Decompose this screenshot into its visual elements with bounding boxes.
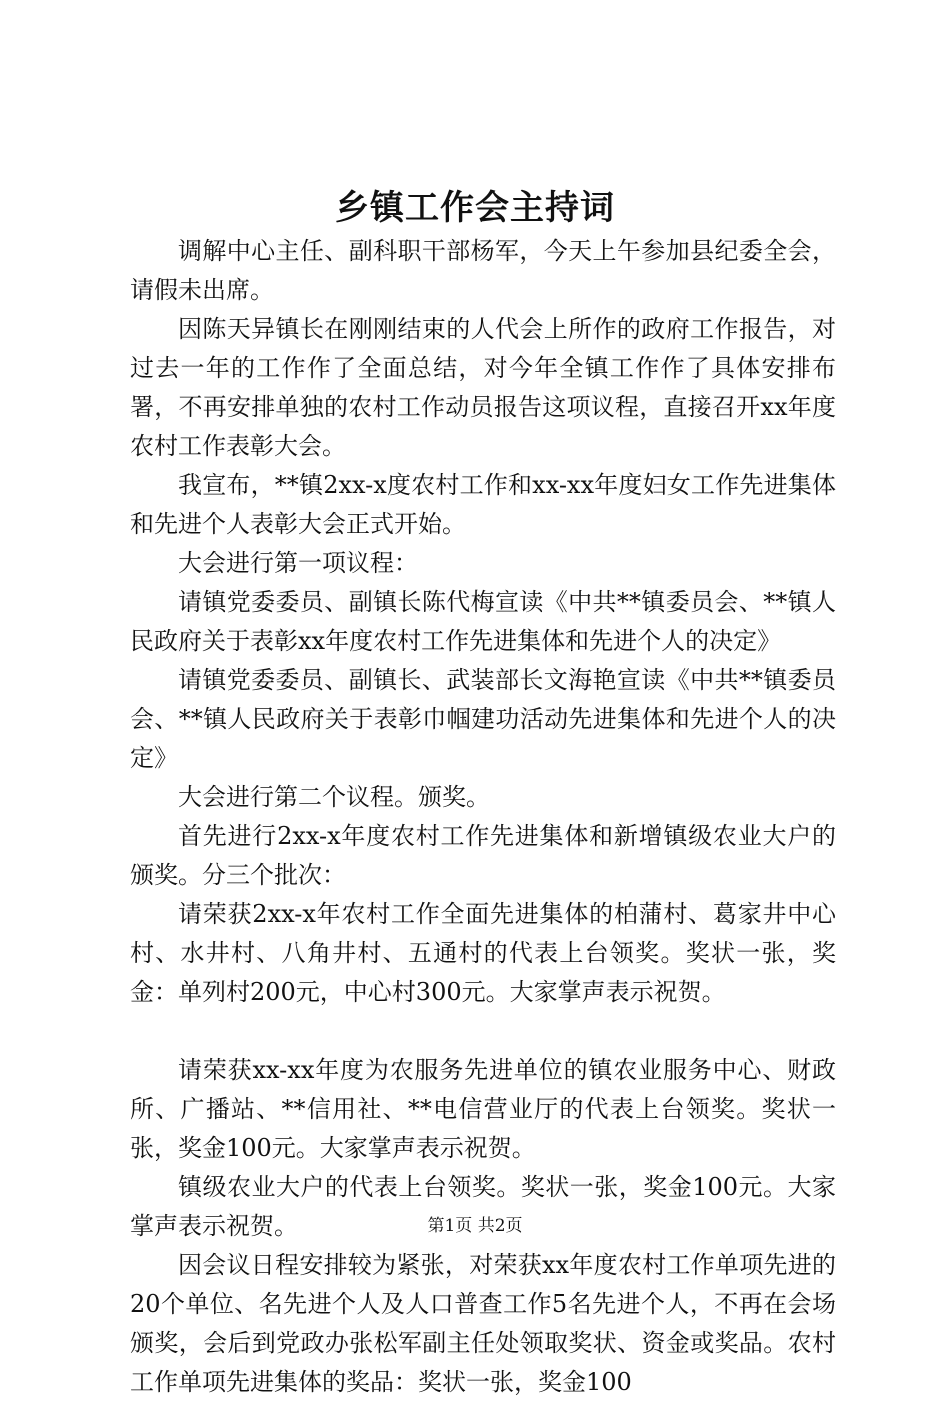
paragraph: 镇级农业大户的代表上台领奖。奖状一张，奖金100元。大家掌声表示祝贺。 xyxy=(130,1173,836,1240)
paragraph: 请荣获2xx-x年农村工作全面先进集体的柏蒲村、葛家井中心村、水井村、八角井村、五通村的代表上台领奖。奖状一张，奖金：单列村200元，中心村300元。大家掌声表示祝贺。 xyxy=(130,900,836,1006)
paragraph: 因会议日程安排较为紧张，对荣获xx年度农村工作单项先进的20个单位、名先进个人及人口普查工作5名先进个人，不再在会场颁奖，会后到党政办张松军副主任处领取奖状、资金或奖品。农村工作单项先进集体的奖品：奖状一张，奖金100 xyxy=(130,1251,836,1396)
paragraph: 调解中心主任、副科职干部杨军，今天上午参加县纪委全会，请假未出席。 xyxy=(130,237,836,304)
paragraph: 大会进行第二个议程。颁奖。 xyxy=(178,783,490,811)
document-title: 乡镇工作会主持词 xyxy=(335,188,615,228)
paragraph: 因陈天异镇长在刚刚结束的人代会上所作的政府工作报告，对过去一年的工作作了全面总结，对今年全镇工作作了具体安排布署，不再安排单独的农村工作动员报告这项议程，直接召开xx年度农村工作表彰大会。 xyxy=(130,315,836,460)
paragraph: 首先进行2xx-x年度农村工作先进集体和新增镇级农业大户的颁奖。分三个批次： xyxy=(130,822,836,889)
paragraph: 我宣布，**镇2xx-x度农村工作和xx-xx年度妇女工作先进集体和先进个人表彰大会正式开始。 xyxy=(130,471,836,538)
paragraph: 请荣获xx-xx年度为农服务先进单位的镇农业服务中心、财政所、广播站、**信用社、**电信营业厅的代表上台领奖。奖状一张，奖金100元。大家掌声表示祝贺。 xyxy=(130,1056,836,1162)
page-number-footer: 第1页 共2页 xyxy=(427,1216,523,1236)
paragraph: 请镇党委委员、副镇长陈代梅宣读《中共**镇委员会、**镇人民政府关于表彰xx年度农村工作先进集体和先进个人的决定》 xyxy=(130,588,836,655)
paragraph: 请镇党委委员、副镇长、武装部长文海艳宣读《中共**镇委员会、**镇人民政府关于表彰巾帼建功活动先进集体和先进个人的决定》 xyxy=(130,666,836,772)
paragraph: 大会进行第一项议程： xyxy=(178,549,418,577)
